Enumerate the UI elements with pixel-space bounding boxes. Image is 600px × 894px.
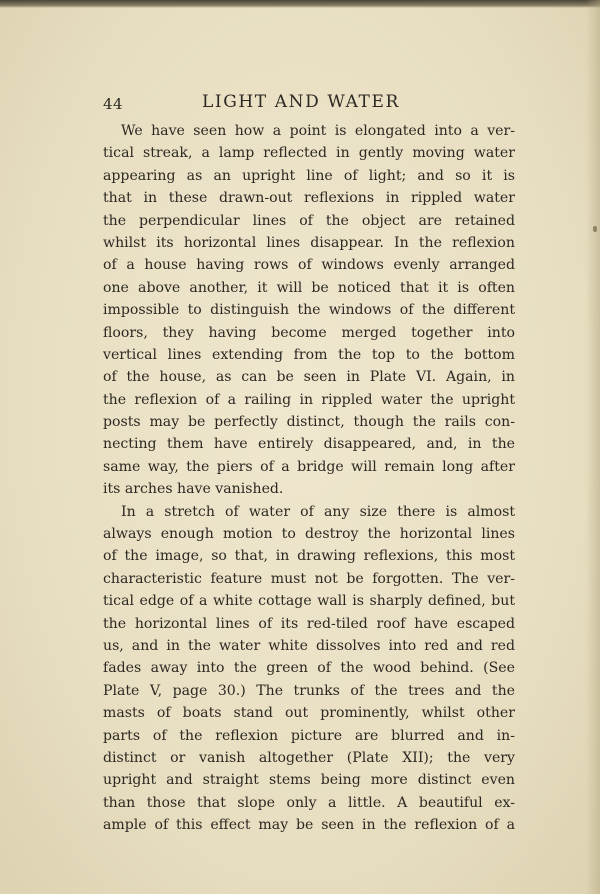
paragraph-2 (103, 501, 515, 837)
paper-speck (593, 226, 597, 232)
text-line: floors, they having become merged together into (103, 324, 515, 341)
text-line: characteristic feature must not be forgotten. The ver- (103, 570, 515, 587)
text-line: upright and straight stems being more distinct even (103, 772, 515, 789)
text-line: of a house having rows of windows evenly arranged (103, 257, 515, 274)
text-line: of the house, as can be seen in Plate VI. Again, in (103, 369, 515, 386)
text-line: In a stretch of water of any size there is almost (121, 503, 515, 520)
text-line: the perpendicular lines of the object are retained (103, 212, 515, 229)
text-line: than those that slope only a little. A beautiful ex- (103, 794, 515, 811)
text-line: parts of the reflexion picture are blurred and in- (103, 727, 515, 744)
text-line: tical edge of a white cottage wall is sharply defined, but (103, 593, 515, 610)
text-line: always enough motion to destroy the horizontal lines (103, 526, 515, 543)
text-line: distinct or vanish altogether (Plate XII); the very (103, 749, 515, 766)
text-line: whilst its horizontal lines disappear. In the reflexion (103, 234, 515, 251)
text-line: the horizontal lines of its red-tiled roof have escaped (103, 615, 515, 632)
running-title: LIGHT AND WATER (202, 92, 400, 112)
text-line: ample of this effect may be seen in the reflexion of a (103, 817, 515, 834)
page-gutter-shadow (586, 0, 600, 894)
text-line: masts of boats stand out prominently, whilst other (103, 705, 515, 722)
text-line: posts may be perfectly distinct, though the rails con- (103, 414, 515, 431)
text-line: tical streak, a lamp reflected in gently moving water (103, 145, 515, 162)
text-line: that in these drawn-out reflexions in rippled water (103, 190, 515, 207)
text-line: fades away into the green of the wood behind. (See (103, 660, 515, 677)
text-line: impossible to distinguish the windows of the different (103, 302, 515, 319)
book-page (103, 92, 515, 837)
text-line: appearing as an upright line of light; and so it is (103, 167, 515, 184)
page-header (103, 92, 515, 118)
text-line: of the image, so that, in drawing reflexions, this most (103, 548, 515, 565)
text-line: the reflexion of a railing in rippled water the upright (103, 391, 515, 408)
text-line: vertical lines extending from the top to the bottom (103, 346, 515, 363)
paragraph-1 (103, 120, 515, 501)
text-line: necting them have entirely disappeared, and, in the (103, 436, 515, 453)
text-line: We have seen how a point is elongated into a ver- (121, 123, 515, 139)
text-line: one above another, it will be noticed that it is often (103, 279, 515, 296)
text-line: Plate V, page 30.) The trunks of the trees and the (103, 682, 515, 699)
text-line: same way, the piers of a bridge will remain long after (103, 458, 515, 475)
page-number: 44 (103, 95, 124, 113)
scan-top-edge (0, 0, 600, 8)
text-line: its arches have vanished. (103, 481, 284, 498)
text-line: us, and in the water white dissolves into red and red (103, 637, 515, 654)
